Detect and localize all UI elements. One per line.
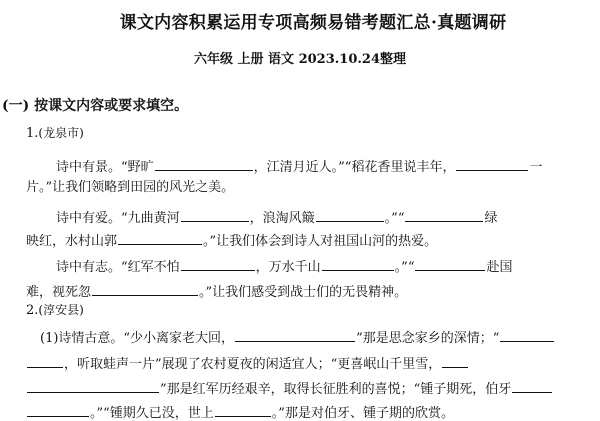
q1-text: 赴国 [486,260,513,275]
question-number: 1. [26,126,39,141]
question-region: (龙泉市) [38,126,84,140]
q1-text: 映红，水村山郭 [26,234,118,249]
fill-blank[interactable] [235,329,355,342]
q1-line-3 [56,209,497,225]
fill-blank[interactable] [27,355,63,368]
q1-text: 。”“ [384,211,405,226]
q2-text: ”那是思念家乡的深情；“ [356,331,500,346]
fill-blank[interactable] [322,258,394,271]
q2-text: (1)诗情古意。“少小离家老大回， [40,331,235,346]
q1-text: 。”让我们体会到诗人对祖国山河的热爱。 [203,234,438,249]
fill-blank[interactable] [27,380,159,393]
q1-text: 一 [529,160,543,175]
q2-line-4 [26,404,454,420]
q1-text: ，万水千山 [255,260,321,275]
question-region: (淳安县) [38,303,84,317]
q1-text: 片。”让我们领略到田园的风光之美。 [26,180,235,195]
fill-blank[interactable] [500,329,554,342]
q2-text: ，听取蛙声一片”展现了农村夏夜的闲适宜人；“更喜岷山千里雪， [64,357,442,372]
fill-blank[interactable] [456,158,528,171]
fill-blank[interactable] [316,209,384,222]
q1-text: 绿 [484,211,498,226]
q1-text: 诗中有志。“红军不怕 [56,260,180,275]
fill-blank[interactable] [27,404,89,417]
fill-blank[interactable] [405,209,483,222]
question-2-header [26,304,84,317]
q1-text: ，浪淘风簸 [249,211,315,226]
section-heading: (一) 按课文内容或要求填空。 [2,98,189,114]
fill-blank[interactable] [215,404,271,417]
fill-blank[interactable] [181,258,255,271]
q1-line-1 [56,158,542,174]
q1-line-4 [26,232,437,248]
q2-line-3 [26,380,553,396]
q2-text: ”那是红军历经艰辛，取得长征胜利的喜悦；“锺子期死，伯牙 [160,382,512,397]
q1-text: 难，视死忽 [26,285,92,300]
fill-blank[interactable] [415,258,485,271]
q1-line-5 [56,258,512,274]
fill-blank[interactable] [512,380,552,393]
q1-text: ，江清月近人。”“稻花香里说丰年， [253,160,456,175]
q2-text: 。”“锺期久已没，世上 [90,406,214,421]
q1-text: 诗中有爱。“九曲黄河 [56,211,180,226]
page-title: 课文内容积累运用专项高频易错考题汇总·真题调研 [119,13,507,33]
page-subtitle: 六年级 上册 语文 2023.10.24整理 [194,52,406,67]
q2-line-2 [26,355,469,371]
q1-text: 。”让我们感受到战士们的无畏精神。 [199,285,408,300]
q1-line-6 [26,283,407,299]
question-1-header [26,127,84,140]
fill-blank[interactable] [92,283,198,296]
fill-blank[interactable] [442,355,468,368]
q1-text: 。”“ [394,260,415,275]
fill-blank[interactable] [118,232,202,245]
fill-blank[interactable] [155,158,253,171]
q2-text: 。”那是对伯牙、锺子期的欣赏。 [271,406,454,421]
fill-blank[interactable] [181,209,249,222]
q1-line-2 [26,181,234,194]
q1-text: 诗中有景。“野旷 [56,160,154,175]
q2-line-1 [40,329,555,345]
question-number: 2. [26,303,39,318]
